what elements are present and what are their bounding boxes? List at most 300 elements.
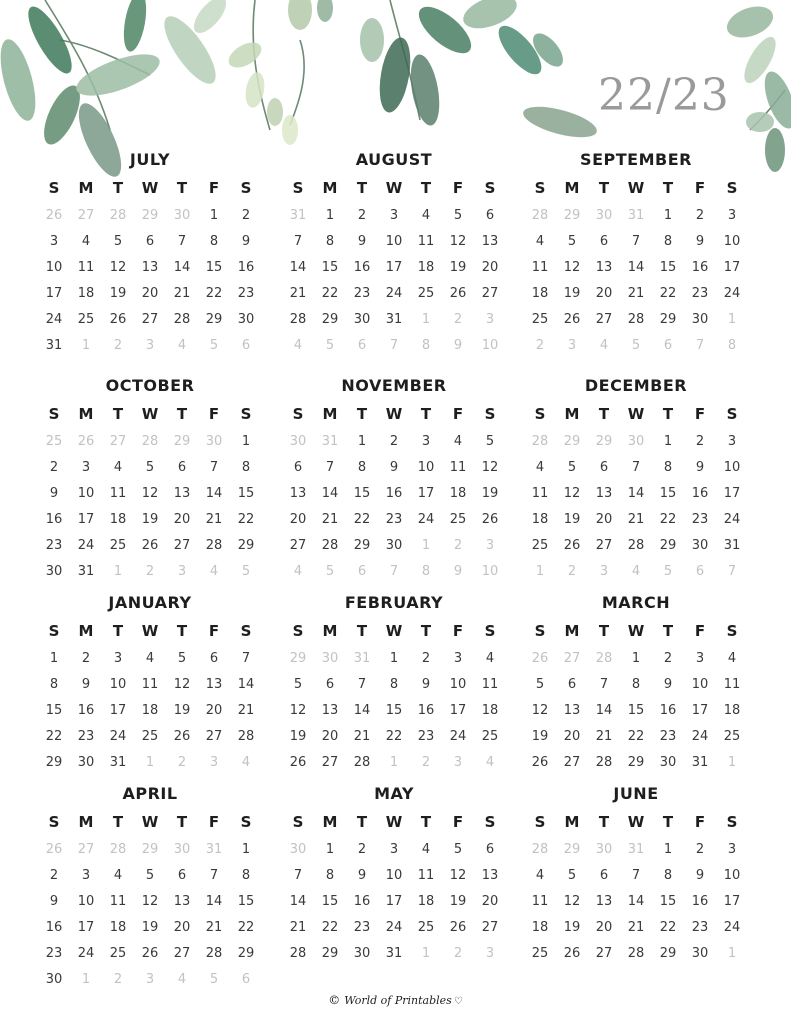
day-cell: 22 [659, 286, 677, 301]
day-cell: 3 [81, 868, 91, 883]
day-cell: 5 [177, 651, 187, 666]
day-cell: 12 [563, 260, 581, 275]
adjacent-month-day: 31 [627, 208, 645, 223]
day-cell: 15 [659, 894, 677, 909]
day-cell: 24 [723, 512, 741, 527]
day-cell: 11 [449, 460, 467, 475]
weekday-header: T [420, 405, 432, 423]
day-cell: 15 [659, 260, 677, 275]
day-cell: 22 [659, 512, 677, 527]
day-cell: 23 [417, 729, 435, 744]
day-cell: 17 [109, 703, 127, 718]
day-cell: 24 [691, 729, 709, 744]
day-cell: 2 [241, 208, 251, 223]
adjacent-month-day: 5 [325, 338, 335, 353]
day-cell: 11 [77, 260, 95, 275]
week-row [38, 889, 262, 915]
day-cell: 8 [663, 234, 673, 249]
adjacent-month-day: 5 [209, 972, 219, 987]
day-cell: 12 [141, 486, 159, 501]
day-cell: 14 [237, 677, 255, 692]
day-cell: 6 [599, 460, 609, 475]
adjacent-month-day: 5 [663, 564, 673, 579]
day-cell: 25 [723, 729, 741, 744]
day-cell: 21 [205, 920, 223, 935]
day-cell: 7 [357, 677, 367, 692]
day-cell: 2 [695, 208, 705, 223]
adjacent-month-day: 30 [595, 208, 613, 223]
weekday-header: W [385, 813, 403, 831]
day-cell: 1 [241, 842, 251, 857]
day-cell: 14 [627, 486, 645, 501]
day-cell: 23 [385, 512, 403, 527]
week-row [38, 455, 262, 481]
day-cell: 25 [449, 512, 467, 527]
month-march [524, 593, 748, 776]
day-cell: 12 [173, 677, 191, 692]
day-cell: 19 [173, 703, 191, 718]
weekday-header: F [452, 405, 464, 423]
weekday-header: F [208, 405, 220, 423]
week-row [524, 915, 748, 941]
day-cell: 22 [237, 512, 255, 527]
day-cell: 3 [49, 234, 59, 249]
week-row [524, 863, 748, 889]
week-row [38, 967, 262, 993]
weekday-header: S [292, 179, 304, 197]
day-cell: 11 [417, 868, 435, 883]
weekday-header: M [564, 179, 580, 197]
day-cell: 15 [353, 486, 371, 501]
day-cell: 10 [77, 486, 95, 501]
day-cell: 21 [627, 920, 645, 935]
day-cell: 10 [417, 460, 435, 475]
weekday-header: W [141, 405, 159, 423]
day-cell: 29 [353, 538, 371, 553]
day-cell: 3 [727, 842, 737, 857]
week-row [282, 724, 506, 750]
day-cell: 11 [109, 486, 127, 501]
day-cell: 23 [691, 512, 709, 527]
day-cell: 23 [691, 920, 709, 935]
day-cell: 25 [531, 312, 549, 327]
adjacent-month-day: 26 [531, 651, 549, 666]
adjacent-month-day: 6 [241, 972, 251, 987]
adjacent-month-day: 29 [141, 842, 159, 857]
adjacent-month-day: 1 [727, 312, 737, 327]
week-row [282, 889, 506, 915]
day-cell: 2 [389, 434, 399, 449]
weekday-header: T [176, 813, 188, 831]
day-cell: 5 [145, 868, 155, 883]
adjacent-month-day: 1 [727, 755, 737, 770]
weekday-header: T [176, 622, 188, 640]
week-row [524, 837, 748, 863]
day-cell: 24 [77, 538, 95, 553]
adjacent-month-day: 25 [45, 434, 63, 449]
day-cell: 20 [173, 512, 191, 527]
adjacent-month-day: 31 [353, 651, 371, 666]
month-october [38, 376, 262, 585]
adjacent-month-day: 1 [81, 338, 91, 353]
day-cell: 3 [453, 651, 463, 666]
day-cell: 21 [205, 512, 223, 527]
week-row [282, 429, 506, 455]
day-cell: 29 [627, 755, 645, 770]
day-cell: 4 [113, 868, 123, 883]
day-cell: 12 [109, 260, 127, 275]
day-cell: 14 [353, 703, 371, 718]
week-row [524, 255, 748, 281]
day-cell: 28 [627, 312, 645, 327]
day-cell: 22 [205, 286, 223, 301]
day-cell: 7 [631, 460, 641, 475]
day-cell: 25 [417, 920, 435, 935]
day-cell: 11 [723, 677, 741, 692]
adjacent-month-day: 10 [481, 338, 499, 353]
day-cell: 31 [385, 946, 403, 961]
day-cell: 9 [357, 234, 367, 249]
day-cell: 5 [567, 234, 577, 249]
adjacent-month-day: 3 [177, 564, 187, 579]
day-cell: 2 [357, 842, 367, 857]
weekday-header: S [48, 622, 60, 640]
day-cell: 9 [49, 894, 59, 909]
day-cell: 18 [531, 920, 549, 935]
adjacent-month-day: 29 [289, 651, 307, 666]
week-row [282, 333, 506, 359]
month-name: DECEMBER [584, 376, 688, 395]
day-cell: 12 [531, 703, 549, 718]
day-cell: 30 [691, 312, 709, 327]
day-cell: 26 [531, 755, 549, 770]
weekday-header: S [292, 622, 304, 640]
day-cell: 20 [595, 286, 613, 301]
adjacent-month-day: 6 [357, 338, 367, 353]
week-row [38, 941, 262, 967]
adjacent-month-day: 1 [727, 946, 737, 961]
day-cell: 19 [563, 920, 581, 935]
day-cell: 27 [481, 920, 499, 935]
day-cell: 5 [567, 868, 577, 883]
week-row [282, 307, 506, 333]
day-cell: 9 [695, 234, 705, 249]
day-cell: 7 [325, 460, 335, 475]
day-cell: 26 [563, 946, 581, 961]
weekday-header: S [726, 405, 738, 423]
weekday-header: F [208, 622, 220, 640]
weekday-header: S [240, 179, 252, 197]
day-cell: 16 [353, 894, 371, 909]
day-cell: 30 [353, 946, 371, 961]
day-cell: 7 [209, 868, 219, 883]
adjacent-month-day: 30 [173, 208, 191, 223]
week-row [524, 281, 748, 307]
day-cell: 3 [389, 208, 399, 223]
day-cell: 17 [449, 703, 467, 718]
adjacent-month-day: 29 [563, 842, 581, 857]
day-cell: 11 [109, 894, 127, 909]
day-cell: 25 [481, 729, 499, 744]
day-cell: 22 [321, 920, 339, 935]
day-cell: 21 [627, 512, 645, 527]
day-cell: 23 [691, 286, 709, 301]
day-cell: 4 [145, 651, 155, 666]
weekday-header: S [484, 179, 496, 197]
day-cell: 21 [353, 729, 371, 744]
weekday-header-row [282, 403, 506, 425]
day-cell: 15 [321, 260, 339, 275]
day-cell: 5 [293, 677, 303, 692]
weekday-header: M [564, 405, 580, 423]
weekday-header: F [208, 813, 220, 831]
day-cell: 27 [321, 755, 339, 770]
week-row [282, 255, 506, 281]
week-row [38, 672, 262, 698]
week-row [524, 750, 748, 776]
day-cell: 15 [45, 703, 63, 718]
weekday-header: S [484, 813, 496, 831]
adjacent-month-day: 29 [563, 434, 581, 449]
day-cell: 10 [45, 260, 63, 275]
adjacent-month-day: 27 [563, 651, 581, 666]
day-cell: 27 [173, 946, 191, 961]
day-cell: 14 [289, 260, 307, 275]
day-cell: 24 [77, 946, 95, 961]
day-cell: 11 [531, 486, 549, 501]
day-cell: 7 [631, 234, 641, 249]
day-cell: 19 [563, 512, 581, 527]
day-cell: 18 [449, 486, 467, 501]
day-cell: 24 [385, 286, 403, 301]
day-cell: 4 [421, 208, 431, 223]
adjacent-month-day: 4 [241, 755, 251, 770]
day-cell: 17 [723, 260, 741, 275]
month-name: NOVEMBER [341, 376, 447, 395]
adjacent-month-day: 1 [421, 312, 431, 327]
day-cell: 6 [599, 868, 609, 883]
day-cell: 3 [389, 842, 399, 857]
adjacent-month-day: 5 [631, 338, 641, 353]
weekday-header: W [385, 405, 403, 423]
adjacent-month-day: 6 [663, 338, 673, 353]
day-cell: 20 [595, 512, 613, 527]
adjacent-month-day: 1 [421, 538, 431, 553]
adjacent-month-day: 31 [289, 208, 307, 223]
adjacent-month-day: 2 [567, 564, 577, 579]
month-february [282, 593, 506, 776]
week-row [38, 281, 262, 307]
day-cell: 20 [481, 894, 499, 909]
week-row [282, 915, 506, 941]
day-cell: 28 [205, 946, 223, 961]
day-cell: 27 [595, 312, 613, 327]
day-cell: 14 [627, 894, 645, 909]
week-row [282, 507, 506, 533]
day-cell: 11 [531, 260, 549, 275]
day-cell: 8 [325, 234, 335, 249]
day-cell: 3 [113, 651, 123, 666]
adjacent-month-day: 4 [293, 564, 303, 579]
day-cell: 17 [385, 894, 403, 909]
week-row [38, 429, 262, 455]
day-cell: 12 [289, 703, 307, 718]
weekday-header: T [176, 405, 188, 423]
week-row [282, 863, 506, 889]
day-cell: 13 [173, 486, 191, 501]
day-cell: 26 [449, 286, 467, 301]
day-cell: 27 [595, 946, 613, 961]
day-cell: 15 [627, 703, 645, 718]
day-cell: 20 [173, 920, 191, 935]
week-row [282, 646, 506, 672]
day-cell: 6 [599, 234, 609, 249]
day-cell: 19 [563, 286, 581, 301]
weekday-header: M [322, 179, 338, 197]
day-cell: 19 [141, 512, 159, 527]
day-cell: 2 [695, 434, 705, 449]
day-cell: 6 [177, 460, 187, 475]
adjacent-month-day: 6 [695, 564, 705, 579]
day-cell: 23 [659, 729, 677, 744]
day-cell: 16 [417, 703, 435, 718]
day-cell: 21 [237, 703, 255, 718]
month-november [282, 376, 506, 585]
weekday-header: F [694, 813, 706, 831]
day-cell: 23 [45, 946, 63, 961]
month-december [524, 376, 748, 585]
adjacent-month-day: 28 [109, 208, 127, 223]
day-cell: 14 [595, 703, 613, 718]
day-cell: 1 [663, 434, 673, 449]
day-cell: 28 [627, 946, 645, 961]
day-cell: 4 [421, 842, 431, 857]
week-row [524, 941, 748, 967]
adjacent-month-day: 2 [421, 755, 431, 770]
day-cell: 1 [631, 651, 641, 666]
adjacent-month-day: 7 [727, 564, 737, 579]
day-cell: 1 [325, 208, 335, 223]
day-cell: 21 [173, 286, 191, 301]
day-cell: 16 [353, 260, 371, 275]
adjacent-month-day: 4 [293, 338, 303, 353]
adjacent-month-day: 27 [109, 434, 127, 449]
adjacent-month-day: 29 [563, 208, 581, 223]
weekday-header: S [534, 179, 546, 197]
day-cell: 5 [453, 842, 463, 857]
day-cell: 17 [385, 260, 403, 275]
day-cell: 18 [723, 703, 741, 718]
day-cell: 21 [627, 286, 645, 301]
day-cell: 1 [663, 208, 673, 223]
day-cell: 13 [481, 234, 499, 249]
weekday-header: T [112, 622, 124, 640]
day-cell: 11 [481, 677, 499, 692]
copyright-icon: © [328, 993, 341, 1007]
day-cell: 15 [659, 486, 677, 501]
day-cell: 17 [77, 920, 95, 935]
weekday-header: T [420, 622, 432, 640]
month-name: OCTOBER [105, 376, 195, 395]
day-cell: 7 [599, 677, 609, 692]
day-cell: 30 [385, 538, 403, 553]
day-cell: 17 [723, 486, 741, 501]
weekday-header: W [627, 622, 645, 640]
adjacent-month-day: 5 [209, 338, 219, 353]
day-cell: 10 [77, 894, 95, 909]
weekday-header: T [176, 179, 188, 197]
week-row [524, 698, 748, 724]
adjacent-month-day: 30 [627, 434, 645, 449]
day-cell: 6 [325, 677, 335, 692]
day-cell: 4 [535, 460, 545, 475]
adjacent-month-day: 8 [421, 338, 431, 353]
week-row [38, 915, 262, 941]
day-cell: 15 [205, 260, 223, 275]
day-cell: 18 [417, 260, 435, 275]
day-cell: 1 [325, 842, 335, 857]
adjacent-month-day: 4 [209, 564, 219, 579]
adjacent-month-day: 1 [145, 755, 155, 770]
weekday-header: T [112, 405, 124, 423]
day-cell: 10 [109, 677, 127, 692]
day-cell: 7 [177, 234, 187, 249]
weekday-header: W [141, 813, 159, 831]
weekday-header: S [484, 405, 496, 423]
day-cell: 16 [659, 703, 677, 718]
day-cell: 13 [173, 894, 191, 909]
day-cell: 23 [353, 920, 371, 935]
weekday-header: T [420, 813, 432, 831]
weekday-header: T [598, 179, 610, 197]
month-january [38, 593, 262, 776]
week-row [282, 559, 506, 585]
day-cell: 28 [289, 312, 307, 327]
day-cell: 23 [45, 538, 63, 553]
week-row [38, 559, 262, 585]
day-cell: 5 [453, 208, 463, 223]
day-cell: 22 [321, 286, 339, 301]
adjacent-month-day: 27 [77, 842, 95, 857]
day-cell: 19 [289, 729, 307, 744]
day-cell: 13 [563, 703, 581, 718]
day-cell: 14 [205, 894, 223, 909]
day-cell: 13 [595, 894, 613, 909]
adjacent-month-day: 31 [205, 842, 223, 857]
day-cell: 10 [723, 234, 741, 249]
week-row [524, 481, 748, 507]
day-cell: 28 [321, 538, 339, 553]
adjacent-month-day: 28 [141, 434, 159, 449]
day-cell: 4 [485, 651, 495, 666]
day-cell: 17 [691, 703, 709, 718]
day-cell: 4 [81, 234, 91, 249]
weekday-header: F [452, 622, 464, 640]
adjacent-month-day: 2 [453, 538, 463, 553]
day-cell: 18 [531, 512, 549, 527]
brand-name: World of Printables [344, 994, 452, 1007]
adjacent-month-day: 28 [531, 434, 549, 449]
day-cell: 31 [691, 755, 709, 770]
week-row [282, 203, 506, 229]
adjacent-month-day: 29 [141, 208, 159, 223]
day-cell: 7 [631, 868, 641, 883]
day-cell: 6 [293, 460, 303, 475]
month-name: APRIL [122, 784, 178, 803]
adjacent-month-day: 26 [45, 842, 63, 857]
weekday-header: S [726, 622, 738, 640]
month-august [282, 150, 506, 359]
